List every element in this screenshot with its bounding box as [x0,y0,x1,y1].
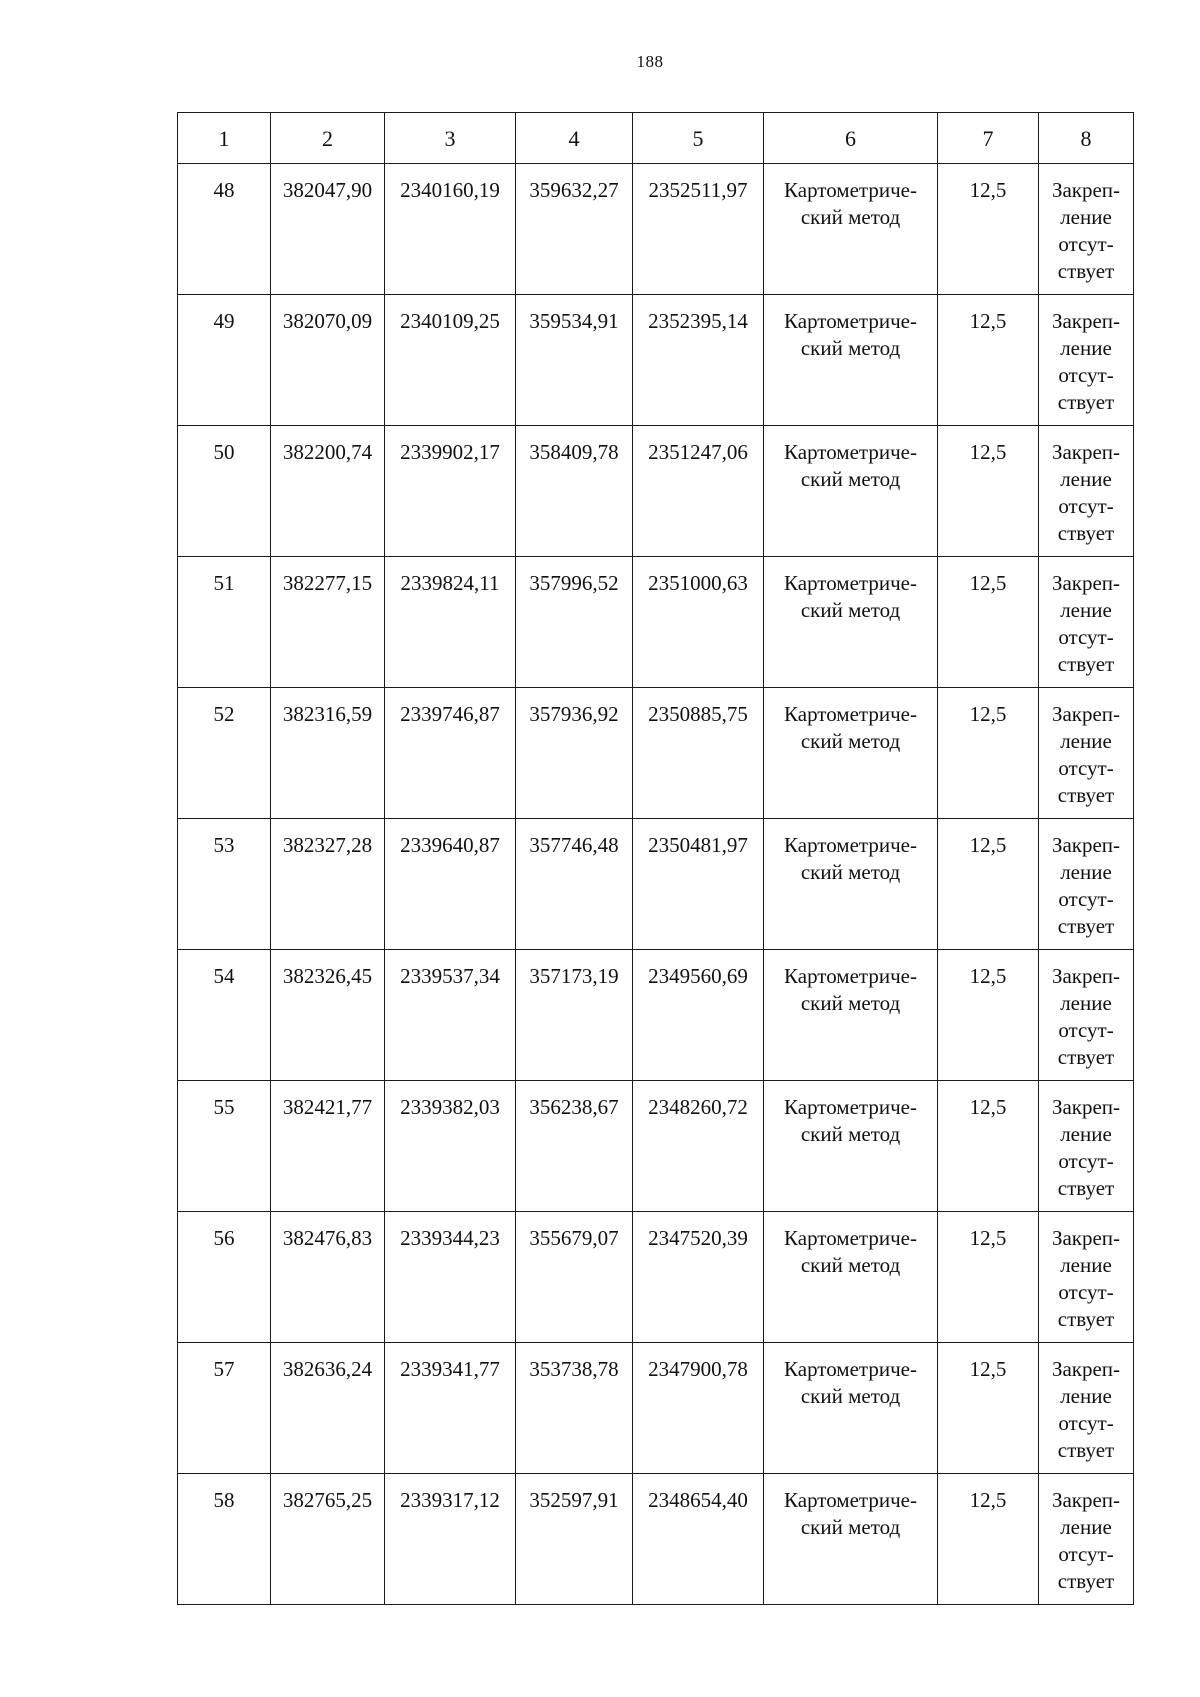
point-number-cell-text: 55 [213,1095,235,1119]
fixation-cell [1039,1081,1134,1212]
accuracy-cell-text: 12,5 [969,1357,1007,1381]
coordinate-cell-text: 359534,91 [529,309,619,333]
header-cell: 2 [271,113,385,164]
coordinate-cell-text: 2352511,97 [648,178,748,202]
accuracy-cell [938,295,1039,426]
method-cell-text: Картометриче- ский метод [784,309,917,360]
coordinate-cell [516,1343,633,1474]
method-cell [764,557,938,688]
point-number-cell-text: 51 [213,571,235,595]
method-cell-text: Картометриче- ский метод [784,440,917,491]
accuracy-cell-text: 12,5 [969,571,1007,595]
header-cell: 3 [385,113,516,164]
coordinate-cell [516,295,633,426]
accuracy-cell [938,557,1039,688]
coordinate-cell [516,688,633,819]
coordinate-cell [385,164,516,295]
fixation-cell-text: Закреп- ление отсут- ствует [1051,1357,1121,1462]
point-number-cell-text: 54 [213,964,235,988]
coordinate-cell [271,1343,385,1474]
coordinate-cell [271,426,385,557]
method-cell [764,295,938,426]
accuracy-cell [938,426,1039,557]
coordinate-cell-text: 352597,91 [529,1488,619,1512]
coordinate-cell [633,819,764,950]
accuracy-cell-text: 12,5 [969,309,1007,333]
coordinate-cell-text: 2347900,78 [648,1357,748,1381]
fixation-cell [1039,1474,1134,1605]
coordinate-cell [385,688,516,819]
table-header-row [178,113,1134,164]
point-number-cell [178,819,271,950]
coordinate-cell-text: 2351247,06 [648,440,748,464]
header-cell: 7 [938,113,1039,164]
point-number-cell [178,688,271,819]
accuracy-cell [938,819,1039,950]
method-cell-text: Картометриче- ский метод [784,1095,917,1146]
point-number-cell [178,1343,271,1474]
coordinate-cell [633,688,764,819]
method-cell [764,819,938,950]
table-row [178,950,1134,1081]
method-cell [764,688,938,819]
header-cell: 8 [1039,113,1134,164]
accuracy-cell-text: 12,5 [969,1226,1007,1250]
coordinate-cell [385,950,516,1081]
point-number-cell-text: 56 [213,1226,235,1250]
coordinate-cell-text: 357173,19 [529,964,619,988]
coordinate-cell-text: 2339746,87 [400,702,500,726]
coordinate-cell-text: 2350481,97 [648,833,748,857]
coordinate-cell [516,557,633,688]
method-cell [764,164,938,295]
fixation-cell [1039,164,1134,295]
table-body [178,113,1134,1605]
fixation-cell-text: Закреп- ление отсут- ствует [1051,833,1121,938]
table-row [178,1212,1134,1343]
fixation-cell-text: Закреп- ление отсут- ствует [1051,440,1121,545]
coordinate-cell-text: 2339317,12 [400,1488,500,1512]
coordinate-cell [271,295,385,426]
fixation-cell [1039,819,1134,950]
coordinate-cell [385,819,516,950]
accuracy-cell [938,950,1039,1081]
method-cell-text: Картометриче- ский метод [784,702,917,753]
accuracy-cell-text: 12,5 [969,178,1007,202]
coordinate-cell-text: 382200,74 [282,440,373,464]
fixation-cell-text: Закреп- ление отсут- ствует [1051,178,1121,283]
coordinate-cell-text: 357936,92 [529,702,619,726]
method-cell [764,950,938,1081]
coordinate-cell-text: 2351000,63 [648,571,748,595]
coordinate-cell-text: 2339382,03 [400,1095,500,1119]
coordinate-cell [385,295,516,426]
fixation-cell [1039,688,1134,819]
fixation-cell [1039,1212,1134,1343]
point-number-cell-text: 57 [213,1357,235,1381]
accuracy-cell [938,1081,1039,1212]
point-number-cell-text: 58 [213,1488,235,1512]
method-cell-text: Картометриче- ский метод [784,833,917,884]
coordinate-cell-text: 2340160,19 [400,178,500,202]
fixation-cell-text: Закреп- ление отсут- ствует [1051,702,1121,807]
coordinate-cell-text: 382421,77 [282,1095,373,1119]
coordinate-cell [516,426,633,557]
fixation-cell-text: Закреп- ление отсут- ствует [1051,1488,1121,1593]
method-cell-text: Картометриче- ский метод [784,571,917,622]
table-row [178,426,1134,557]
fixation-cell-text: Закреп- ление отсут- ствует [1051,1095,1121,1200]
fixation-cell [1039,557,1134,688]
point-number-cell [178,1081,271,1212]
coordinate-cell [633,1212,764,1343]
method-cell [764,426,938,557]
point-number-cell-text: 52 [213,702,235,726]
coordinate-cell [271,1081,385,1212]
header-cell: 6 [764,113,938,164]
point-number-cell [178,557,271,688]
coordinate-cell-text: 2348260,72 [648,1095,748,1119]
point-number-cell-text: 48 [213,178,235,202]
fixation-cell [1039,295,1134,426]
coordinate-cell [633,950,764,1081]
coordinate-cell [516,1081,633,1212]
coordinate-cell [271,1474,385,1605]
coordinate-cell-text: 382070,09 [282,309,373,333]
coordinate-cell [633,295,764,426]
fixation-cell-text: Закреп- ление отсут- ствует [1051,1226,1121,1331]
coordinate-cell [633,1081,764,1212]
coordinate-cell [385,1474,516,1605]
method-cell-text: Картометриче- ский метод [784,1488,917,1539]
table-row [178,1474,1134,1605]
method-cell [764,1474,938,1605]
coordinate-cell-text: 2339902,17 [400,440,500,464]
method-cell-text: Картометриче- ский метод [784,1226,917,1277]
accuracy-cell [938,1343,1039,1474]
method-cell-text: Картометриче- ский метод [784,964,917,1015]
accuracy-cell-text: 12,5 [969,964,1007,988]
method-cell [764,1343,938,1474]
point-number-cell-text: 49 [213,309,235,333]
table-row [178,1343,1134,1474]
coordinate-cell [633,1474,764,1605]
coordinate-cell-text: 382326,45 [282,964,373,988]
coordinate-cell-text: 382316,59 [282,702,373,726]
coordinate-cell [516,1474,633,1605]
accuracy-cell [938,164,1039,295]
coordinates-table [177,112,1134,1605]
coordinate-cell [385,1343,516,1474]
accuracy-cell-text: 12,5 [969,833,1007,857]
point-number-cell [178,426,271,557]
coordinate-cell [516,1212,633,1343]
coordinate-cell [633,164,764,295]
accuracy-cell-text: 12,5 [969,440,1007,464]
point-number-cell [178,164,271,295]
coordinate-cell-text: 2347520,39 [648,1226,748,1250]
coordinate-cell-text: 355679,07 [529,1226,619,1250]
coordinate-cell-text: 382765,25 [282,1488,373,1512]
point-number-cell [178,950,271,1081]
fixation-cell [1039,426,1134,557]
fixation-cell-text: Закреп- ление отсут- ствует [1051,964,1121,1069]
coordinate-cell [385,1081,516,1212]
accuracy-cell [938,1474,1039,1605]
fixation-cell-text: Закреп- ление отсут- ствует [1051,309,1121,414]
point-number-cell-text: 50 [213,440,235,464]
coordinate-cell-text: 2352395,14 [648,309,748,333]
table-row [178,164,1134,295]
fixation-cell-text: Закреп- ление отсут- ствует [1051,571,1121,676]
coordinate-cell [516,819,633,950]
coordinate-cell-text: 382636,24 [282,1357,373,1381]
coordinate-cell [385,426,516,557]
coordinate-cell [516,950,633,1081]
point-number-cell [178,1474,271,1605]
coordinate-cell-text: 2350885,75 [648,702,748,726]
header-cell: 5 [633,113,764,164]
coordinate-cell-text: 2349560,69 [648,964,748,988]
coordinate-cell-text: 382476,83 [282,1226,373,1250]
coordinate-cell-text: 358409,78 [529,440,619,464]
method-cell [764,1081,938,1212]
coordinate-cell [271,688,385,819]
header-cell: 4 [516,113,633,164]
coordinate-cell-text: 382327,28 [282,833,373,857]
coordinate-cell [271,950,385,1081]
coordinate-cell-text: 2339824,11 [400,571,500,595]
coordinate-cell [271,164,385,295]
accuracy-cell-text: 12,5 [969,1095,1007,1119]
method-cell-text: Картометриче- ский метод [784,1357,917,1408]
accuracy-cell-text: 12,5 [969,702,1007,726]
fixation-cell [1039,950,1134,1081]
page-number: 188 [636,52,664,71]
coordinate-cell-text: 382277,15 [282,571,373,595]
coordinate-cell [271,1212,385,1343]
accuracy-cell [938,1212,1039,1343]
point-number-cell [178,295,271,426]
coordinate-cell-text: 2340109,25 [400,309,500,333]
coordinate-cell-text: 2339537,34 [400,964,500,988]
coordinate-cell-text: 2339640,87 [400,833,500,857]
coordinate-cell-text: 353738,78 [529,1357,619,1381]
point-number-cell-text: 53 [213,833,235,857]
table-row [178,1081,1134,1212]
coordinate-cell [385,557,516,688]
coordinate-cell-text: 357996,52 [529,571,619,595]
coordinate-cell-text: 2348654,40 [648,1488,748,1512]
table-row [178,819,1134,950]
point-number-cell [178,1212,271,1343]
table-row [178,295,1134,426]
coordinate-cell [633,1343,764,1474]
accuracy-cell-text: 12,5 [969,1488,1007,1512]
header-cell: 1 [178,113,271,164]
method-cell [764,1212,938,1343]
coordinate-cell-text: 357746,48 [529,833,619,857]
coordinate-cell [271,819,385,950]
table-row [178,688,1134,819]
coordinate-cell [516,164,633,295]
coordinate-cell-text: 359632,27 [529,178,619,202]
coordinate-cell [633,426,764,557]
table-row [178,557,1134,688]
coordinate-cell [633,557,764,688]
coordinate-cell-text: 2339344,23 [400,1226,500,1250]
fixation-cell [1039,1343,1134,1474]
coordinate-cell-text: 2339341,77 [400,1357,500,1381]
coordinate-cell-text: 356238,67 [529,1095,619,1119]
coordinate-cell [271,557,385,688]
coordinate-cell-text: 382047,90 [282,178,373,202]
coordinate-cell [385,1212,516,1343]
accuracy-cell [938,688,1039,819]
method-cell-text: Картометриче- ский метод [784,178,917,229]
